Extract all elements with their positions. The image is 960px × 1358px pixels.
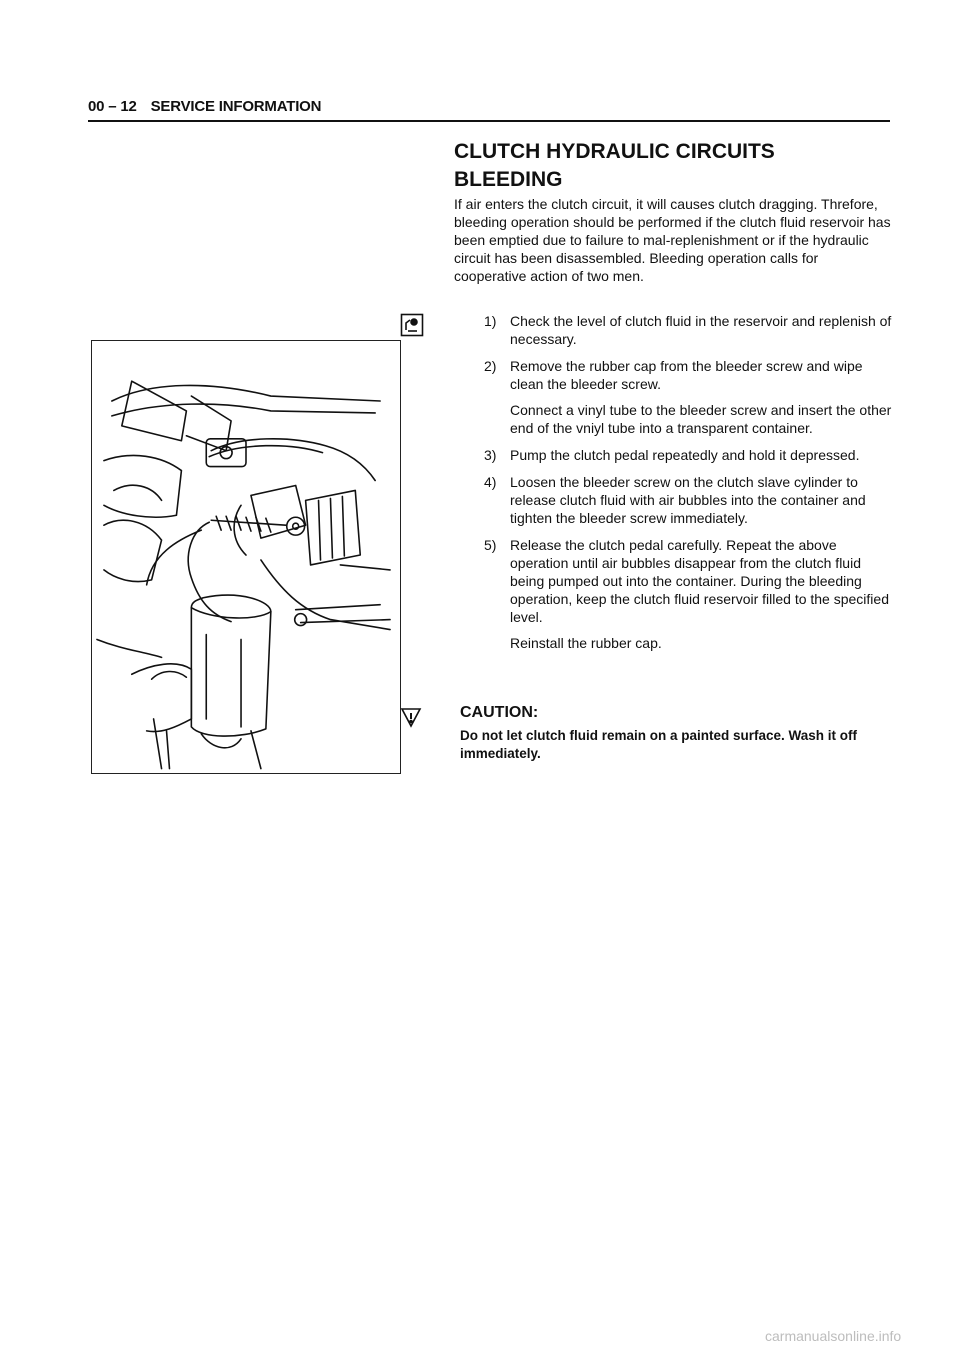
- caution-triangle-icon: [400, 706, 422, 728]
- step-number: 3): [484, 447, 497, 463]
- section-heading: CLUTCH HYDRAULIC CIRCUITS BLEEDING: [454, 140, 775, 191]
- list-item: [484, 312, 892, 348]
- step-text: Remove the rubber cap from the bleeder screw and wipe clean the bleeder screw.: [510, 358, 863, 392]
- caution-heading: CAUTION:: [460, 704, 539, 721]
- page-header: [88, 98, 890, 122]
- step-note: Connect a vinyl tube to the bleeder screw and insert the other end of the vniyl tube into a transparent container.: [510, 402, 892, 436]
- step-text: Release the clutch pedal carefully. Repeat the above operation until air bubbles disappear from the clutch fluid being pumped out into the container. During the bleeding operation, keep the clutch fluid reservoir filled to the specified level.: [510, 537, 889, 625]
- step-number: 1): [484, 313, 497, 329]
- section-title: SERVICE INFORMATION: [150, 98, 322, 115]
- list-item: [484, 473, 892, 527]
- page-number: 00 – 12: [88, 98, 137, 115]
- caution-text: Do not let clutch fluid remain on a painted surface. Wash it off immediately.: [460, 728, 858, 761]
- step-text: Pump the clutch pedal repeatedly and hold it depressed.: [510, 447, 860, 463]
- bleeding-steps-list: [484, 312, 892, 661]
- tool-procedure-icon: [400, 313, 424, 337]
- list-item: [484, 536, 892, 652]
- step-note: Reinstall the rubber cap.: [510, 635, 662, 651]
- watermark-footer: carmanualsonline.info: [765, 1328, 902, 1344]
- list-item: [484, 357, 892, 437]
- clutch-bleeding-illustration: [91, 340, 401, 774]
- list-item: [484, 446, 892, 464]
- intro-paragraph: If air enters the clutch circuit, it will causes clutch dragging. Threfore, bleeding operation should be performed if the clutch fluid reservoir has been emptied due to failure to mal-replenishment or if the hydraulic circuit has been disassembled. Bleeding operation calls for cooperative action of two men.: [454, 196, 891, 284]
- step-text: Check the level of clutch fluid in the reservoir and replenish of necessary.: [510, 313, 892, 347]
- step-number: 2): [484, 358, 497, 374]
- step-number: 4): [484, 474, 497, 490]
- step-number: 5): [484, 537, 497, 553]
- step-text: Loosen the bleeder screw on the clutch slave cylinder to release clutch fluid with air bubbles into the container and tighten the bleeder screw immediately.: [510, 474, 866, 526]
